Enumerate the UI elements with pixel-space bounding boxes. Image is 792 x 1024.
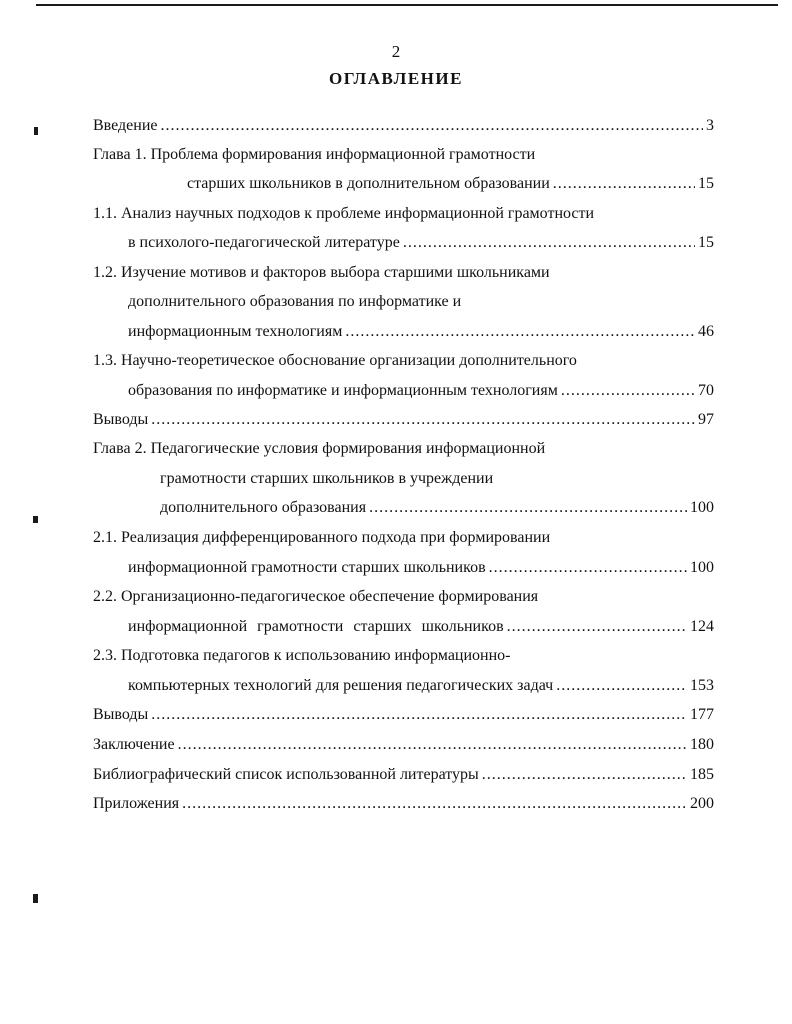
dot-leader	[178, 733, 687, 757]
toc-entry-continuation[interactable]	[0, 320, 792, 344]
toc-entry-text: информационным технологиям	[128, 323, 343, 340]
toc-entry[interactable]	[0, 437, 792, 461]
toc-entry-continuation[interactable]	[0, 674, 792, 698]
toc-entry-continuation[interactable]	[0, 615, 792, 639]
toc-entry-continuation[interactable]	[0, 290, 792, 314]
toc-entry-text: Выводы	[93, 706, 149, 723]
toc-entry-text: Приложения	[93, 795, 180, 812]
scan-mark	[34, 127, 38, 135]
toc-entry-text: 2.1. Реализация дифференцированного подхода при формировании	[93, 529, 551, 546]
toc-entry-text: Глава 2. Педагогические условия формирования информационной	[93, 440, 546, 457]
toc-page-number: 15	[698, 175, 714, 192]
toc-entry-text: в психолого-педагогической литературе	[128, 234, 400, 251]
toc-entry-text: Глава 1. Проблема формирования информационной грамотности	[93, 146, 536, 163]
toc-page-number: 46	[698, 323, 714, 340]
toc-page-number: 185	[690, 766, 714, 783]
dot-leader	[369, 496, 687, 520]
dot-leader	[151, 408, 695, 432]
dot-leader	[403, 231, 695, 255]
toc-entry-continuation[interactable]	[0, 556, 792, 580]
toc-page-number: 153	[690, 677, 714, 694]
toc-entry-text: старших школьников в дополнительном образовании	[187, 175, 550, 192]
dot-leader	[151, 703, 687, 727]
toc-entry[interactable]	[0, 114, 792, 138]
dot-leader	[345, 320, 695, 344]
toc-entry-text: 2.2. Организационно-педагогическое обеспечение формирования	[93, 588, 539, 605]
toc-page-number: 124	[690, 618, 714, 635]
toc-entry-text: 2.3. Подготовка педагогов к использованию информационно-	[93, 647, 511, 664]
toc-entry[interactable]	[0, 526, 792, 550]
toc-page-number: 15	[698, 234, 714, 251]
dot-leader	[489, 556, 687, 580]
toc-entry-text: образования по информатике и информационным технологиям	[128, 382, 558, 399]
toc-title: ОГЛАВЛЕНИЕ	[329, 69, 463, 88]
toc-entry[interactable]	[0, 644, 792, 668]
toc-entry[interactable]	[0, 408, 792, 432]
toc-entry-text: Выводы	[93, 411, 149, 428]
toc-entry-text: информационной грамотности старших школьников	[128, 559, 486, 576]
toc-entry[interactable]	[0, 703, 792, 727]
dot-leader	[482, 763, 687, 787]
toc-page-number: 180	[690, 736, 714, 753]
scan-mark	[33, 516, 38, 523]
toc-page-number: 3	[706, 117, 714, 134]
toc-entry-text: грамотности старших школьников в учреждении	[160, 470, 494, 487]
page-number: 2	[391, 42, 401, 61]
toc-entry-text: Заключение	[93, 736, 175, 753]
toc-entry-text: дополнительного образования	[160, 499, 367, 516]
scan-mark	[33, 894, 38, 903]
toc-entry[interactable]	[0, 792, 792, 816]
toc-entry-text: 1.3. Научно-теоретическое обоснование организации дополнительного	[93, 352, 577, 369]
dot-leader	[561, 379, 695, 403]
toc-page-number: 100	[690, 499, 714, 516]
dot-leader	[161, 114, 704, 138]
toc-entry-text: дополнительного образования по информатике и	[128, 293, 462, 310]
dot-leader	[553, 172, 695, 196]
toc-entry[interactable]	[0, 202, 792, 226]
toc-entry-text: Библиографический список использованной литературы	[93, 766, 479, 783]
toc-entry-text: компьютерных технологий для решения педагогических задач	[128, 677, 554, 694]
toc-entry-continuation[interactable]	[0, 496, 792, 520]
toc-page-number: 100	[690, 559, 714, 576]
toc-page-number: 70	[698, 382, 714, 399]
dot-leader	[507, 615, 687, 639]
toc-entry[interactable]	[0, 349, 792, 373]
toc-entry-text: 1.2. Изучение мотивов и факторов выбора старшими школьниками	[93, 264, 550, 281]
toc-entry-continuation[interactable]	[0, 379, 792, 403]
toc-page-number: 200	[690, 795, 714, 812]
toc-entry[interactable]	[0, 763, 792, 787]
toc-entry[interactable]	[0, 143, 792, 167]
dot-leader	[556, 674, 687, 698]
toc-entry-continuation[interactable]	[0, 467, 792, 491]
toc-page-number: 177	[690, 706, 714, 723]
dot-leader	[182, 792, 687, 816]
toc-entry-text: 1.1. Анализ научных подходов к проблеме информационной грамотности	[93, 205, 595, 222]
toc-entry-continuation[interactable]	[0, 172, 792, 196]
toc-entry[interactable]	[0, 585, 792, 609]
toc-entry[interactable]	[0, 733, 792, 757]
toc-entry-text: информационной грамотности старших школьников	[128, 618, 504, 635]
toc-page-number: 97	[698, 411, 714, 428]
toc-entry[interactable]	[0, 261, 792, 285]
toc-entry-continuation[interactable]	[0, 231, 792, 255]
toc-entry-text: Введение	[93, 117, 158, 134]
